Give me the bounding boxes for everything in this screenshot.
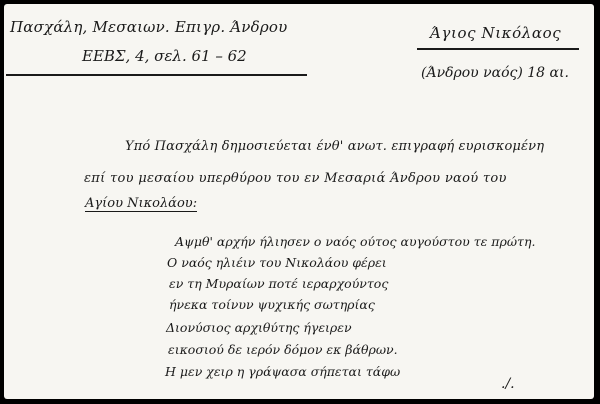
reference-line-2: ΕΕΒΣ, 4, σελ. 61 – 62 [82, 47, 247, 65]
intro-line-1: Υπό Πασχάλη δημοσιεύεται ένθ' ανωτ. επιγραφή ευρισκομένη [125, 139, 545, 154]
heading-title: Άγιος Νικόλαος [430, 24, 562, 42]
inscription-line-5: Διονύσιος αρχιθύτης ήγειρεν [166, 320, 352, 335]
inscription-line-3: εν τη Μυραίων ποτέ ιεραρχούντος [169, 276, 389, 291]
inscription-line-7: Η μεν χειρ η γράψασα σήπεται τάφω [165, 364, 401, 379]
reference-line-1: Πασχάλη, Μεσαιων. Επιγρ. Άνδρου [10, 18, 288, 36]
heading-title-underline [417, 48, 579, 50]
inscription-line-1: Αψμθ' αρχήν ήλιησεν ο ναός ούτος αυγούστου τε πρώτη. [175, 234, 536, 249]
inscription-line-4: ήνεκα τοίνυν ψυχικής σωτηρίας [169, 297, 375, 312]
reference-underline [6, 74, 307, 76]
inscription-line-6: εικοσιού δε ιερόν δόμον εκ βάθρων. [168, 342, 398, 357]
intro-line-2: επί του μεσαίου υπερθύρου του εν Μεσαριά Άνδρου ναού του [84, 171, 507, 186]
end-mark: ./. [501, 376, 515, 392]
intro-line-3: Αγίου Νικολάου: [85, 196, 198, 211]
index-card [4, 4, 594, 399]
heading-subtitle: (Άνδρου ναός) 18 αι. [421, 65, 569, 81]
inscription-line-2: Ο ναός ηλιέιν του Νικολάου φέρει [167, 255, 387, 270]
